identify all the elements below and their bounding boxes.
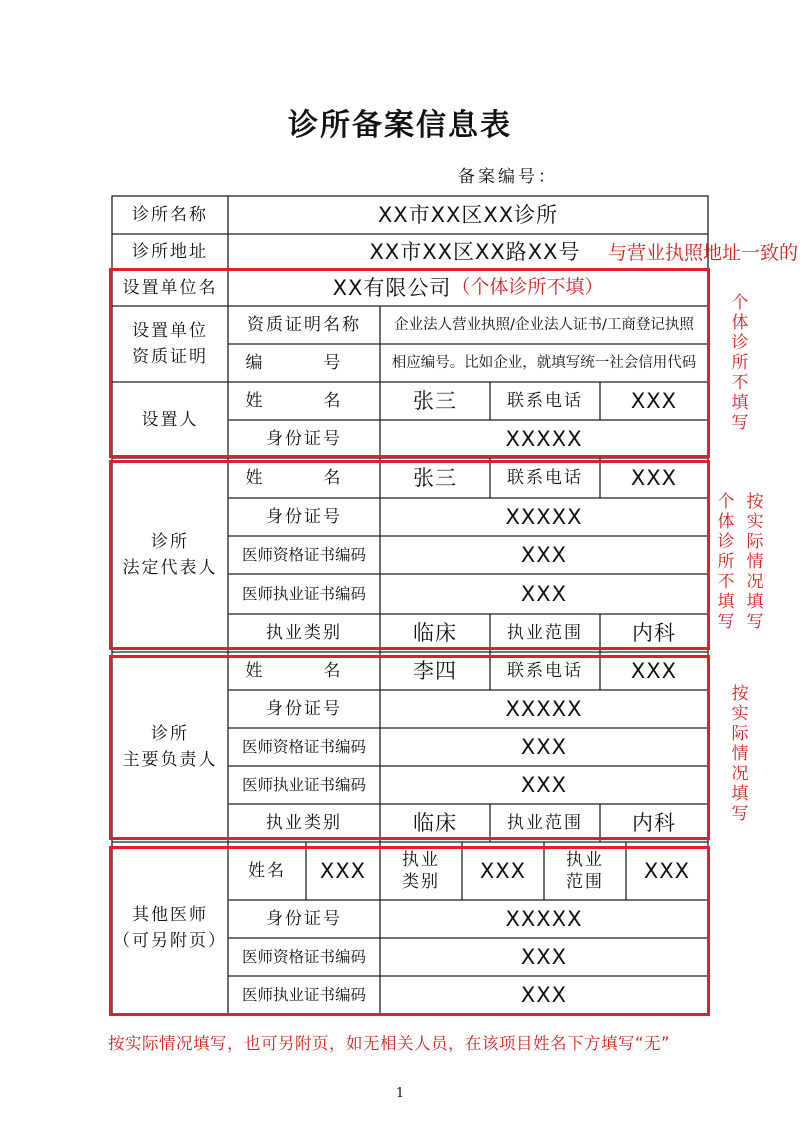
other-physicians-scope-label-line2: 范围 (566, 872, 604, 892)
other-physicians-category-value: XXX (479, 858, 527, 883)
principal-practice-cert-value: XXX (520, 772, 568, 797)
legal-rep-practice-cert-value: XXX (520, 581, 568, 606)
principal-group-label-line2: 主要负责人 (122, 750, 218, 770)
establishing-person-phone-value: XXX (630, 388, 678, 413)
establishing-person-id-value: XXXXX (505, 426, 583, 451)
other-physicians-category-label-line2: 类别 (402, 872, 440, 892)
legal-rep-group-label-line1: 诊所 (151, 531, 189, 552)
other-physicians-category-label-line1: 执业 (402, 849, 440, 870)
other-physicians-group-label-line2: （可另附页） (113, 931, 227, 951)
clinic-address-label: 诊所地址 (132, 241, 208, 262)
principal-group-label-line1: 诊所 (151, 723, 189, 744)
other-physicians-name-label: 姓名 (248, 860, 286, 881)
legal-rep-scope-value: 内科 (632, 620, 676, 645)
legal-rep-group-label (112, 458, 228, 652)
principal-category-label: 执业类别 (266, 812, 342, 833)
cert-name-label: 资质证明名称 (247, 314, 361, 335)
establishing-person-label: 设置人 (141, 409, 199, 430)
principal-qual-cert-value: XXX (520, 734, 568, 759)
address-note: 与营业执照地址一致的 (608, 242, 799, 265)
page-number: 1 (395, 1086, 405, 1101)
clinic-name-label: 诊所名称 (132, 204, 208, 225)
record-number-label: 备案编号： (458, 167, 558, 187)
other-physicians-scope-value: XXX (643, 858, 691, 883)
legal-rep-qual-cert-label: 医师资格证书编码 (241, 545, 366, 564)
principal-scope-value: 内科 (632, 810, 676, 835)
side-note-legal-rep-actual: 按 实 际 情 况 填 写 (746, 492, 764, 632)
side-note-principal: 按 实 际 情 况 填 写 (731, 684, 749, 824)
other-physicians-scope-label (544, 842, 626, 900)
other-physicians-id-label: 身份证号 (266, 908, 342, 929)
other-physicians-scope-label-line1: 执业 (566, 849, 604, 870)
establishing-unit-name-label: 设置单位名 (122, 277, 218, 298)
legal-rep-name-label: 姓 名 (245, 467, 363, 488)
other-physicians-group-label (112, 842, 228, 1014)
principal-phone-label: 联系电话 (507, 660, 583, 681)
legal-rep-group-label-line2: 法定代表人 (122, 558, 218, 578)
principal-id-label: 身份证号 (266, 698, 342, 719)
other-physicians-group-label-line1: 其他医师 (132, 904, 208, 925)
principal-practice-cert-label: 医师执业证书编码 (241, 775, 366, 794)
qualification-group-label-line2: 资质证明 (132, 347, 208, 367)
establishing-person-id-label: 身份证号 (266, 428, 342, 449)
clinic-address-value: XX市XX区XX路XX号 (369, 239, 581, 264)
form-title: 诊所备案信息表 (288, 108, 512, 143)
principal-qual-cert-label: 医师资格证书编码 (241, 737, 366, 756)
legal-rep-category-value: 临床 (413, 620, 457, 645)
legal-rep-phone-value: XXX (630, 465, 678, 490)
establishing-unit-name-value: XX有限公司 (332, 275, 452, 300)
principal-id-value: XXXXX (505, 696, 583, 721)
establishing-unit-name-value-group (228, 270, 708, 306)
qualification-group-label (112, 306, 228, 382)
establishing-person-name-value: 张三 (413, 388, 457, 413)
other-physicians-qual-cert-label: 医师资格证书编码 (241, 947, 366, 966)
other-physicians-name-value: XXX (319, 858, 367, 883)
principal-name-value: 李四 (413, 658, 457, 683)
establishing-unit-name-note: （个体诊所不填） (451, 276, 604, 299)
principal-group-label (112, 652, 228, 842)
establishing-person-phone-label: 联系电话 (507, 390, 583, 411)
legal-rep-scope-label: 执业范围 (507, 622, 583, 643)
legal-rep-qual-cert-value: XXX (520, 542, 568, 567)
other-physicians-practice-cert-label: 医师执业证书编码 (241, 985, 366, 1004)
other-physicians-qual-cert-value: XXX (520, 944, 568, 969)
side-note-establishing-unit: 个 体 诊 所 不 填 写 (731, 293, 749, 433)
other-physicians-category-label (380, 842, 462, 900)
principal-scope-label: 执业范围 (507, 812, 583, 833)
establishing-person-name-label: 姓 名 (245, 390, 363, 411)
cert-name-value: 企业法人营业执照/企业法人证书/工商登记执照 (394, 316, 694, 333)
legal-rep-id-label: 身份证号 (266, 506, 342, 527)
cert-number-value: 相应编号。比如企业，就填写统一社会信用代码 (391, 354, 697, 371)
bottom-instruction-note: 按实际情况填写，也可另附页，如无相关人员，在该项目姓名下方填写“无” (108, 1034, 671, 1053)
other-physicians-id-value: XXXXX (505, 906, 583, 931)
principal-category-value: 临床 (413, 810, 457, 835)
legal-rep-practice-cert-label: 医师执业证书编码 (241, 584, 366, 603)
principal-name-label: 姓 名 (245, 660, 363, 681)
principal-phone-value: XXX (630, 658, 678, 683)
side-note-legal-rep-individual: 个 体 诊 所 不 填 写 (717, 492, 735, 632)
legal-rep-id-value: XXXXX (505, 504, 583, 529)
legal-rep-category-label: 执业类别 (266, 622, 342, 643)
other-physicians-practice-cert-value: XXX (520, 982, 568, 1007)
cert-number-label: 编 号 (245, 352, 363, 373)
qualification-group-label-line1: 设置单位 (132, 320, 208, 341)
clinic-name-value: XX市XX区XX诊所 (377, 202, 559, 227)
legal-rep-phone-label: 联系电话 (507, 467, 583, 488)
legal-rep-name-value: 张三 (413, 465, 457, 490)
